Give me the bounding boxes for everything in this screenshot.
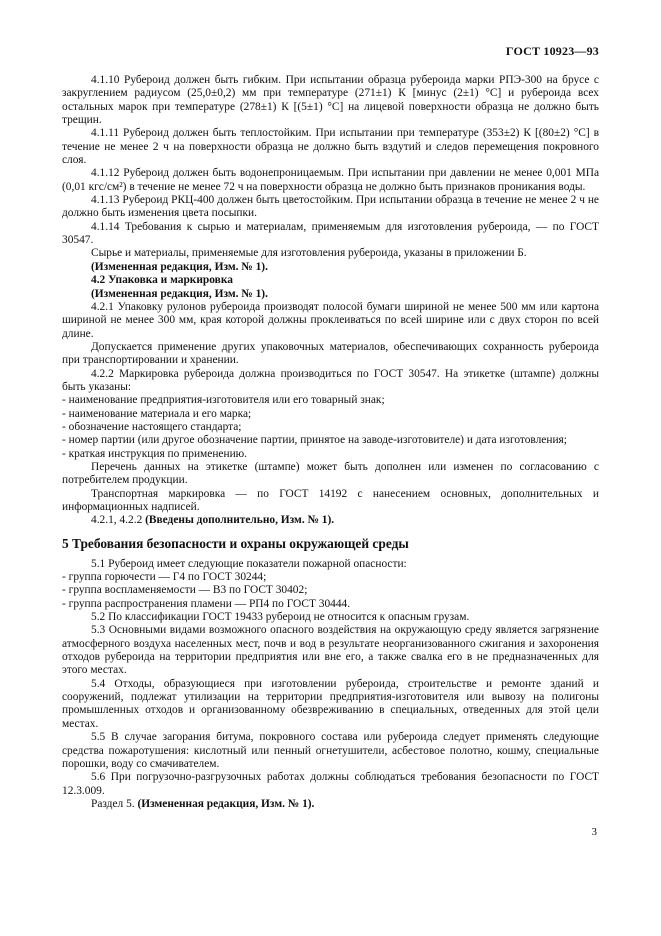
packaging-note: Допускается применение других упаковочных материалов, обеспечивающих сохранность рубероида при транспортировании и хранении. bbox=[62, 340, 599, 367]
list-item: - краткая инструкция по применению. bbox=[62, 447, 248, 460]
clause-4-2-1: 4.2.1 Упаковку рулонов рубероида производят полосой бумаги шириной не менее 500 мм или картона шириной не менее 300 мм, края которой должны проклеиваться по всей ширине или с двух сторон по всей длине. bbox=[62, 300, 599, 340]
clause-5-3: 5.3 Основными видами возможного опасного воздействия на окружающую среду является загрязнение атмосферного воздуха населенных мест, почв и вод в результате неорганизованного сжигания и захоронения отходов рубероида на территории предприятия или вне его, а также свалка его в не предназначенных для этого местах. bbox=[62, 624, 599, 677]
list-item: - группа горючести — Г4 по ГОСТ 30244; bbox=[62, 571, 267, 584]
edition-note: (Измененная редакция, Изм. № 1). bbox=[137, 797, 315, 810]
clause-5-6: 5.6 При погрузочно-разгрузочных работах должны соблюдаться требования безопасности по ГОСТ 12.3.009. bbox=[62, 771, 599, 797]
transport-marking-note: Транспортная маркировка — по ГОСТ 14192 с нанесением основных, дополнительных и информационных надписей. bbox=[62, 487, 599, 513]
clause-4-1-13: 4.1.13 Рубероид РКЦ-400 должен быть цветостойким. При испытании образца в течение не менее 2 ч не должно быть изменения цвета посыпки. bbox=[62, 194, 599, 220]
clause-5-1: 5.1 Рубероид имеет следующие показатели пожарной опасности: bbox=[91, 557, 407, 570]
list-item: - номер партии (или другое обозначение партии, принятое на заводе-изготовителе) и дата изготовления; bbox=[62, 434, 567, 447]
page-number: 3 bbox=[591, 826, 597, 838]
clause-5-2: 5.2 По классификации ГОСТ 19433 рубероид не относится к опасным грузам. bbox=[91, 611, 470, 624]
amendment-clauses: 4.2.1, 4.2.2 bbox=[91, 514, 146, 527]
section-5-title: 5 Требования безопасности и охраны окружающей среды bbox=[62, 535, 409, 551]
subsection-4-2-title: 4.2 Упаковка и маркировка bbox=[91, 274, 233, 287]
list-item: - наименование предприятия-изготовителя или его товарный знак; bbox=[62, 394, 385, 407]
clause-4-1-10: 4.1.10 Рубероид должен быть гибким. При испытании образца рубероида марки РПЭ-300 на брусе с закруглением радиусом (25,0±0,2) мм при температуре (271±1) К [минус (2±1) °С] и рубероида всех остальных марок при температуре (278±1) К [(5±1) °С] на лицевой поверхности образца не должно быть трещин. bbox=[62, 74, 599, 127]
clause-4-1-14: 4.1.14 Требования к сырью и материалам, применяемым для изготовления рубероида, — по ГОСТ 30547. bbox=[62, 220, 599, 247]
section-5-ref: Раздел 5. bbox=[91, 797, 138, 810]
clause-4-2-2: 4.2.2 Маркировка рубероида должна производиться по ГОСТ 30547. На этикетке (штампе) должны быть указаны: bbox=[62, 367, 599, 393]
clause-5-4: 5.4 Отходы, образующиеся при изготовлении рубероида, строительстве и ремонте зданий и сооружений, подлежат утилизации на территории предприятия-изготовителя или вывозу на полигоны промышленных отходов и организованному обезвреживанию в специальных, отведенных для этой цели местах. bbox=[62, 677, 599, 730]
label-extension-note: Перечень данных на этикетке (штампе) может быть дополнен или изменен по согласованию с потребителем продукции. bbox=[62, 460, 599, 487]
document-body bbox=[62, 74, 599, 811]
amendment-note bbox=[62, 514, 599, 527]
edition-note: (Измененная редакция, Изм. № 1). bbox=[91, 260, 268, 273]
amendment-text: (Введены дополнительно, Изм. № 1). bbox=[145, 514, 335, 527]
edition-note: (Измененная редакция, Изм. № 1). bbox=[91, 287, 268, 300]
clause-4-1-12: 4.1.12 Рубероид должен быть водонепроницаемым. При испытании при давлении не менее 0,001 МПа (0,01 кгс/см²) в течение не менее 72 ч на поверхности образца не должно быть признаков проникания воды. bbox=[62, 167, 599, 193]
clause-5-5: 5.5 В случае загорания битума, покровного состава или рубероида следует применять следующие средства пожаротушения: кислотный или пенный огнетушители, асбестовое полотно, кошму, специальные порошки, воду со смачивателем. bbox=[62, 731, 599, 770]
clause-4-1-11: 4.1.11 Рубероид должен быть теплостойким. При испытании при температуре (353±2) К [(80±2) °С] в течение не менее 2 ч на поверхности образца не должно быть вздутий и следов перемещения покровного слоя. bbox=[62, 127, 599, 167]
standard-header: ГОСТ 10923—93 bbox=[505, 44, 599, 58]
list-item: - группа воспламеняемости — В3 по ГОСТ 30402; bbox=[62, 584, 308, 597]
list-item: - обозначение настоящего стандарта; bbox=[62, 420, 242, 433]
list-item: - группа распространения пламени — РП4 по ГОСТ 30444. bbox=[62, 597, 351, 610]
section-5-amendment-note bbox=[62, 798, 599, 811]
list-item: - наименование материала и его марка; bbox=[62, 407, 252, 420]
raw-materials-note: Сырье и материалы, применяемые для изготовления рубероида, указаны в приложении Б. bbox=[91, 247, 527, 260]
